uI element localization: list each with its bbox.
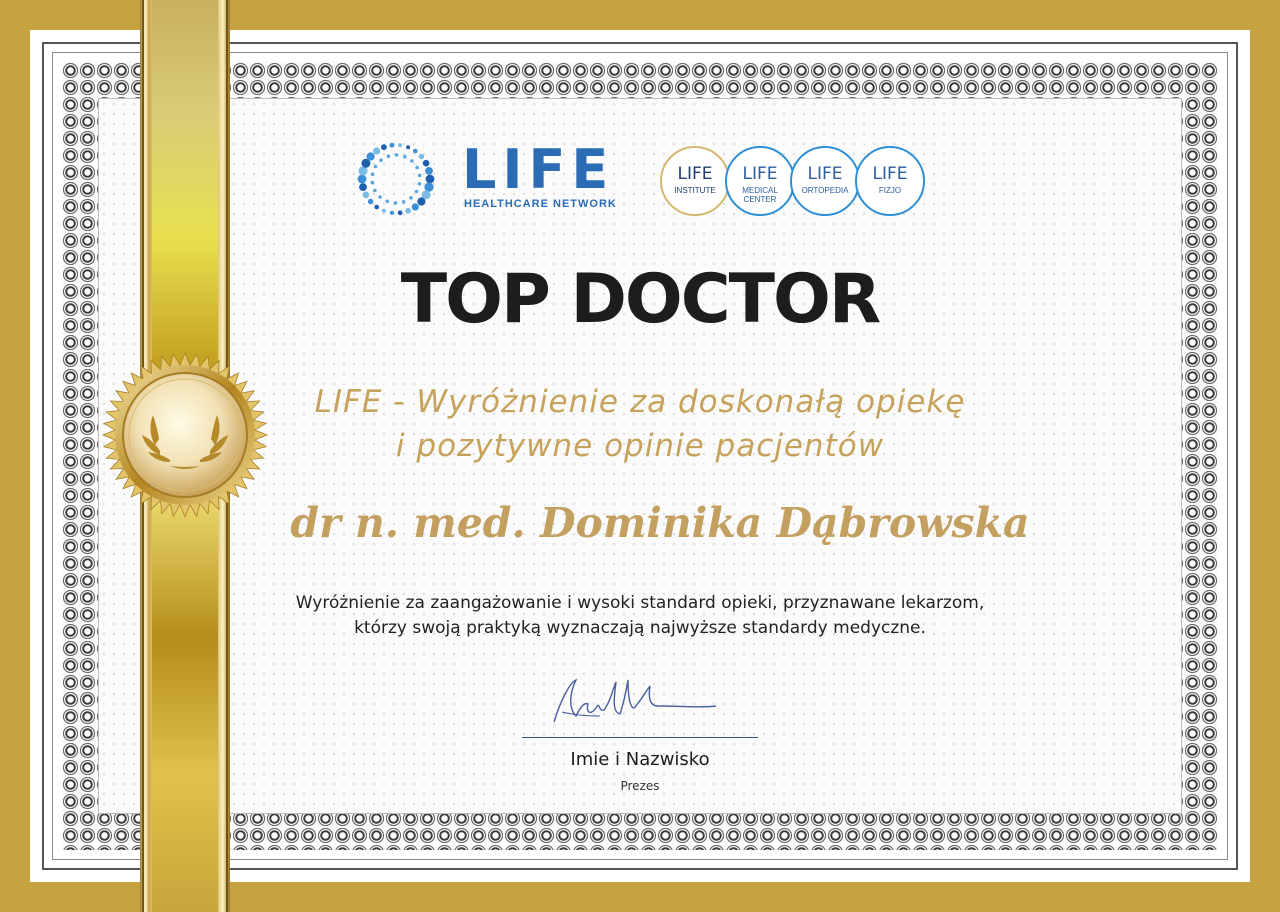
badge-title: LIFE	[742, 164, 778, 184]
description-line-2: którzy swoją praktyką wyznaczają najwyższe standardy medyczne.	[354, 618, 926, 638]
description-line-1: Wyróżnienie za zaangażowanie i wysoki standard opieki, przyznawane lekarzom,	[295, 593, 985, 613]
badge-life-institute	[660, 146, 730, 216]
badge-subtitle: ORTOPEDIA	[801, 186, 849, 195]
badge-subtitle: MEDICAL CENTER	[742, 186, 778, 204]
badge-subtitle: FIZJO	[878, 186, 902, 195]
badge-title: LIFE	[677, 164, 713, 184]
signature-icon	[540, 672, 730, 732]
badge-life-ortopedia	[790, 146, 860, 216]
badge-title: LIFE	[807, 164, 843, 184]
subtitle-line-2: i pozytywne opinie pacjentów	[395, 428, 885, 464]
signature-line	[522, 737, 758, 738]
certificate-title: TOP DOCTOR	[400, 260, 880, 339]
badge-subtitle: INSTITUTE	[674, 186, 716, 195]
signer-role: Prezes	[620, 779, 660, 793]
recipient-name: dr n. med. Dominika Dąbrowska	[290, 499, 1030, 547]
badge-title: LIFE	[872, 164, 908, 184]
logo-tagline: HEALTHCARE NETWORK	[464, 198, 617, 210]
badge-life-fizjo	[855, 146, 925, 216]
logo-title: LIFE	[462, 138, 615, 201]
badge-life-medical-center	[725, 146, 795, 216]
signer-name: Imie i Nazwisko	[570, 749, 710, 770]
subtitle-line-1: LIFE - Wyróżnienie za doskonałą opiekę	[314, 384, 966, 420]
